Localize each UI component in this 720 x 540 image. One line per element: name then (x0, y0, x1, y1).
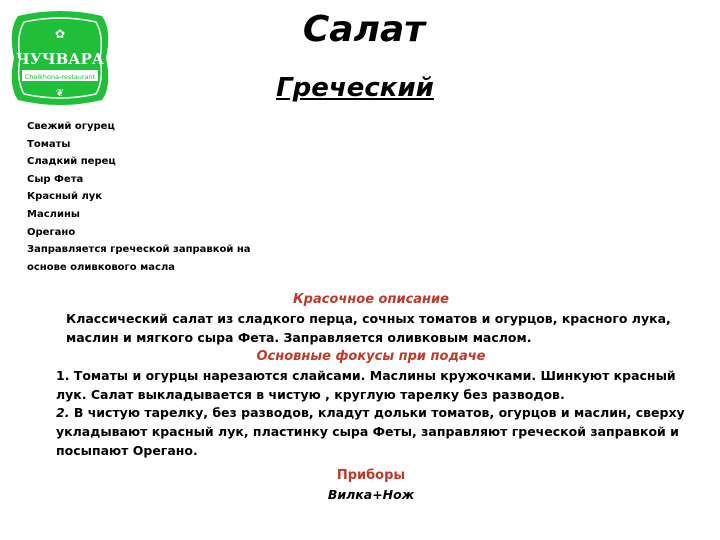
cutlery-value: Вилка+Нож (327, 487, 415, 503)
serving-item-2-number: 2. (56, 405, 70, 421)
ingredient-item: Заправляется греческой заправкой на основе оливкового масла (27, 244, 251, 273)
description-heading: Красочное описание (293, 292, 449, 307)
ingredient-item: Сыр Фета (27, 173, 84, 185)
ingredient-item: Свежий огурец (27, 121, 115, 132)
ingredient-item: Сладкий перец (27, 156, 116, 168)
ingredient-item: Орегано (27, 226, 76, 238)
title-line2: Греческий (276, 73, 434, 103)
ingredient-item: Красный лук (27, 191, 103, 203)
serving-item-2-text: В чистую тарелку, без разводов, кладут дольки томатов, огурцов и маслин, сверху укладывают красный лук, пластинку сыра Феты, заправляют греческой заправкой и посыпают Орегано. (56, 405, 685, 458)
page-title (0, 8, 720, 104)
ingredient-item: Томаты (27, 138, 71, 150)
description-text: Классический салат из сладкого перца, сочных томатов и огурцов, красного лука, маслин и мягкого сыра Фета. Заправляется оливковым маслом. (66, 311, 671, 345)
description-section (56, 290, 686, 505)
serving-item-2 (56, 404, 686, 460)
logo-brand-text: ЧУЧВАРА (16, 50, 104, 68)
svg-text:✿: ✿ (54, 27, 66, 41)
ingredient-item: Маслины (27, 208, 80, 220)
serving-heading: Основные фокусы при подаче (256, 349, 486, 365)
logo-tagline: Chaikhona-restaurant (24, 73, 96, 81)
title-line1: Салат (302, 9, 426, 50)
serving-item-1: 1. Томаты и огурцы нарезаются слайсами. Маслины кружочками. Шинкуют красный лук. Салат выкладывается в чистую , круглую тарелку без разводов. (56, 368, 676, 402)
cutlery-heading: Приборы (336, 468, 406, 484)
ingredients-list (27, 118, 327, 276)
svg-text:❦: ❦ (55, 88, 65, 99)
